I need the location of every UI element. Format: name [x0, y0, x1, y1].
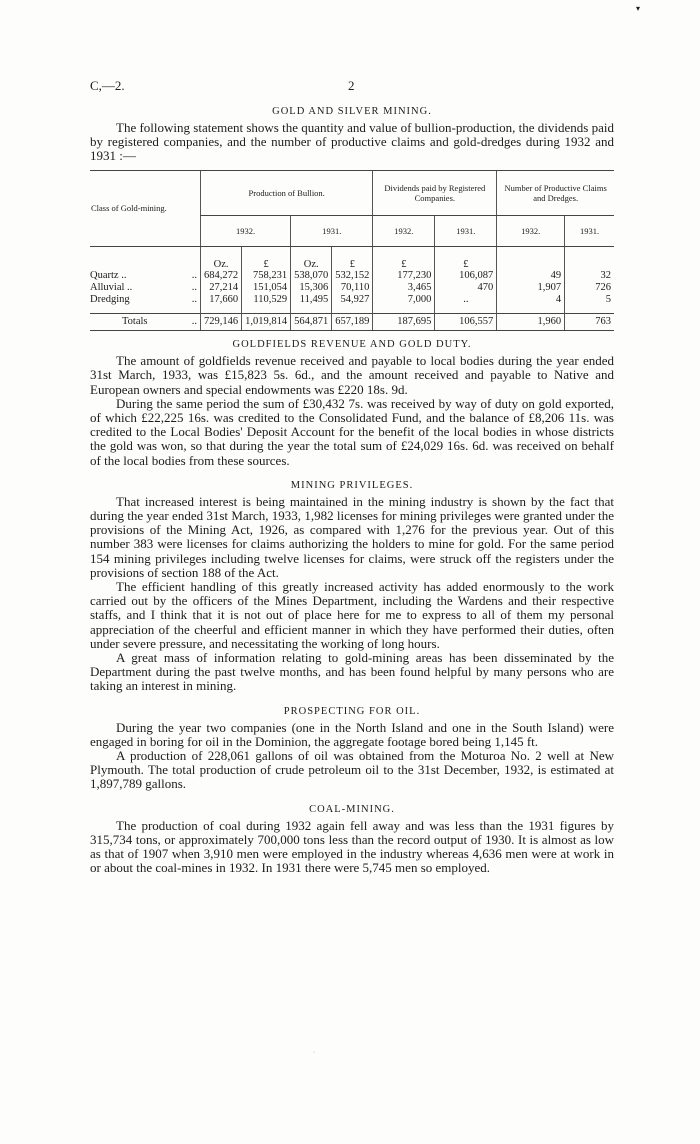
- cell-oz-1931: 538,070: [291, 270, 332, 282]
- goldfields-paragraph-1: The amount of goldfields revenue received and payable to local bodies during the year ended 31st March, 1933, was £15,823 5s. 6d., and the amount received and payable to Native and European owners and special endowments was £220 18s. 9d.: [90, 353, 614, 397]
- table-row: [90, 270, 614, 282]
- cell-value-1931: 70,110: [332, 282, 373, 294]
- cell-oz-1932: 17,660: [201, 294, 242, 306]
- total-oz-1932: 729,146: [201, 314, 242, 331]
- row-label: Dredging ..: [90, 294, 197, 305]
- unit-pound: £: [332, 246, 373, 270]
- cell-oz-1932: 684,272: [201, 270, 242, 282]
- section-title-goldfields: GOLDFIELDS REVENUE AND GOLD DUTY.: [232, 339, 472, 351]
- unit-oz: Oz.: [291, 246, 332, 270]
- page-header: [90, 78, 614, 98]
- unit-pound: £: [435, 246, 497, 270]
- cell-value-1932: 151,054: [242, 282, 291, 294]
- cell-value-1931: 532,152: [332, 270, 373, 282]
- totals-row: [90, 314, 614, 331]
- header-class: Class of Gold-mining.: [90, 170, 201, 246]
- cell-claims-1932: 49: [497, 270, 565, 282]
- cell-claims-1931: 726: [565, 282, 614, 294]
- cell-claims-1931: 5: [565, 294, 614, 306]
- page-mark: ·: [313, 1050, 315, 1056]
- header-claims: Number of Productive Claims and Dredges.: [497, 170, 614, 215]
- table-row: [90, 294, 614, 306]
- cell-oz-1931: 15,306: [291, 282, 332, 294]
- units-row: [90, 246, 614, 270]
- oil-paragraph-2: A production of 228,061 gallons of oil was obtained from the Moturoa No. 2 well at New Plymouth. The total production of crude petroleum oil to the 31st December, 1932, is estimated at 1,897,789 gallons.: [90, 747, 614, 792]
- table-header-row: [90, 170, 614, 215]
- header-dividends: Dividends paid by Registered Companies.: [373, 170, 497, 215]
- table-row: [90, 282, 614, 294]
- total-oz-1931: 564,871: [291, 314, 332, 331]
- total-dividend-1931: 106,557: [435, 314, 497, 331]
- section-title-gold-silver: GOLD AND SILVER MINING.: [272, 106, 432, 117]
- unit-pound: £: [373, 246, 435, 270]
- cell-claims-1932: 1,907: [497, 282, 565, 294]
- total-dividend-1932: 187,695: [373, 314, 435, 331]
- cell-dividend-1931: ..: [435, 294, 497, 306]
- gold-silver-intro: The following statement shows the quantity and value of bullion-production, the dividends paid by registered companies, and the number of productive claims and gold-dredges during 1932 and 1931 :—: [90, 120, 614, 164]
- cell-dividend-1932: 7,000: [373, 294, 435, 306]
- cell-value-1932: 110,529: [242, 294, 291, 306]
- row-label: Alluvial .. ..: [90, 282, 197, 294]
- total-claims-1931: 763: [565, 314, 614, 331]
- cell-claims-1932: 4: [497, 294, 565, 306]
- year-1931-claims: 1931.: [565, 215, 614, 246]
- header-production: Production of Bullion.: [201, 170, 373, 215]
- section-title-privileges: MINING PRIVILEGES.: [290, 479, 414, 491]
- year-1932-dividends: 1932.: [373, 215, 435, 246]
- cell-oz-1932: 27,214: [201, 282, 242, 294]
- year-1932-production: 1932.: [201, 215, 291, 246]
- year-1931-production: 1931.: [291, 215, 373, 246]
- totals-label: Totals ..: [90, 314, 201, 331]
- corner-mark: ▾: [636, 4, 641, 13]
- section-title-oil: PROSPECTING FOR OIL.: [283, 705, 421, 717]
- year-1931-dividends: 1931.: [435, 215, 497, 246]
- total-claims-1932: 1,960: [497, 314, 565, 331]
- bullion-table: [90, 170, 614, 331]
- cell-dividend-1931: 106,087: [435, 270, 497, 282]
- page-number: 2: [348, 78, 355, 93]
- cell-dividend-1931: 470: [435, 282, 497, 294]
- document-page: [90, 78, 614, 875]
- unit-pound: £: [242, 246, 291, 270]
- cell-value-1931: 54,927: [332, 294, 373, 306]
- cell-dividend-1932: 177,230: [373, 270, 435, 282]
- cell-value-1932: 758,231: [242, 270, 291, 282]
- privileges-paragraph-1: That increased interest is being maintained in the mining industry is shown by the fact that during the year ended 31st March, 1933, 1,982 licenses for mining privileges were granted under the provisions of the Mining Act, 1926, as compared with 1,276 for the previous year. Out of this number 383 were licenses for claims authorizing the holders to mine for gold. For the same period 154 mining privileges including twelve licenses for claims, were struck off the registers under the provisions of section 188 of the Act.: [90, 493, 614, 580]
- coal-paragraph-1: The production of coal during 1932 again fell away and was less than the 1931 figures by 315,734 tons, or approximately 700,000 tons less than the record output of 1930. It is almost as low as that of 1907 when 3,910 men were employed in the industry whereas 4,636 men were at work in or about the coal-mines in 1932. In 1931 there were 5,745 men so employed.: [90, 817, 614, 876]
- cell-claims-1931: 32: [565, 270, 614, 282]
- privileges-paragraph-2: The efficient handling of this greatly increased activity has added enormously to the work carried out by the officers of the Mines Department, including the Wardens and their respective staffs, and I think that it is not out of place here for me to express to all of them my personal appreciation of the cheerful and efficient manner in which they have performed their duties, often under severe pressure, and necessitating the working of long hours.: [90, 578, 614, 651]
- section-title-coal: COAL-MINING.: [309, 803, 395, 815]
- unit-oz: Oz.: [201, 246, 242, 270]
- document-reference: C,—2.: [90, 78, 125, 93]
- year-1932-claims: 1932.: [497, 215, 565, 246]
- cell-dividend-1932: 3,465: [373, 282, 435, 294]
- privileges-paragraph-3: A great mass of information relating to gold-mining areas has been disseminated by the Department during the past twelve months, and has been found helpful by many persons who are taking an interest in mining.: [90, 649, 614, 694]
- cell-oz-1931: 11,495: [291, 294, 332, 306]
- row-label: Quartz .. ..: [90, 270, 197, 282]
- goldfields-paragraph-2: During the same period the sum of £30,432 7s. was received by way of duty on gold exported, of which £22,225 16s. was credited to the Consolidated Fund, and the balance of £8,206 11s. was credited to the Local Bodies' Deposit Account for the benefit of the local bodies in whose districts the gold was won, so that during the year the total sum of £24,029 16s. 6d. was received on behalf of the local bodies from these sources.: [90, 395, 614, 468]
- oil-paragraph-1: During the year two companies (one in the North Island and one in the South Island) were engaged in boring for oil in the Dominion, the aggregate footage bored being 1,145 ft.: [90, 719, 614, 749]
- total-value-1931: 657,189: [332, 314, 373, 331]
- total-value-1932: 1,019,814: [242, 314, 291, 331]
